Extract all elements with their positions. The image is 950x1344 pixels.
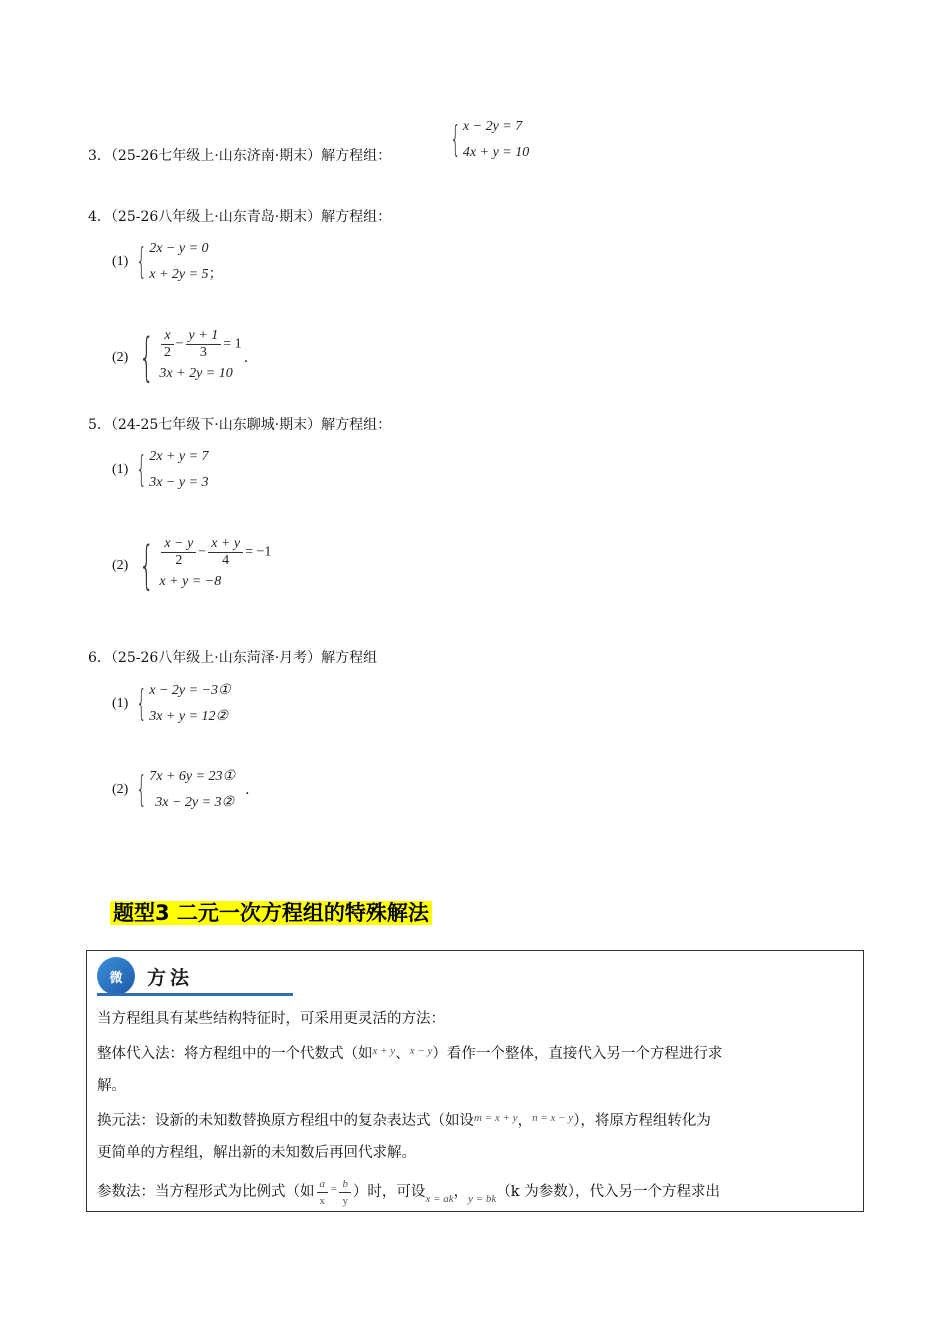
question-6 — [88, 647, 377, 667]
brace-icon: { — [136, 241, 147, 282]
q5-p1-eq1: 2x + y = 7 — [149, 449, 209, 464]
q4-part2: (2) { $\frac{x}{2}$ − $\frac{y + 1}{3}$ = 1 3x + 2y = 10 . — [112, 327, 249, 388]
method-line-1: 当方程组具有某些结构特征时，可采用更灵活的方法： — [97, 1011, 445, 1027]
method-content — [97, 1003, 853, 1219]
q5-p2-frac2: $\frac{x + y}{4}$ — [208, 536, 243, 569]
q4-p2-frac1: $\frac{x}{2}$ — [161, 328, 173, 361]
q3-system — [444, 114, 529, 166]
question-3 — [88, 145, 391, 165]
q5-part2: (2) { $\frac{x - y}{2}$ − $\frac{x + y}{4}$ = −1 x + y = −8 — [112, 535, 272, 596]
brace-icon: { — [136, 449, 147, 490]
q4-p1-tail: ； — [208, 267, 223, 282]
q6-p2-eq2: 3x − 2y = 3② — [155, 795, 235, 810]
q5-p1-label: (1) — [112, 462, 129, 477]
q4-part1 — [112, 236, 223, 288]
brace-icon: { — [136, 769, 147, 810]
q4-p1-label: (1) — [112, 254, 129, 269]
method-logo-icon: 微 — [97, 957, 135, 995]
q6-part2 — [112, 764, 250, 816]
q4-p2-frac2: $\frac{y + 1}{3}$ — [186, 328, 222, 361]
brace-icon: { — [450, 119, 461, 160]
question-6-text: 6．（25-26八年级上·山东菏泽·月考）解方程组 — [88, 650, 378, 666]
section-heading-text: 题型3 二元一次方程组的特殊解法 — [110, 901, 432, 925]
method-line-2: 整体代入法：将方程组中的一个代数式（如$^{x + y}$、$^{x - y}$）看作一个整体，直接代入另一个方程进行求 — [97, 1045, 723, 1062]
brace-icon: { — [136, 683, 147, 724]
question-4-text: 4．（25-26八年级上·山东青岛·期末）解方程组： — [88, 209, 392, 225]
q6-p2-eq1: 7x + 6y = 23① — [149, 769, 236, 784]
method-line-4: 换元法：设新的未知数替换原方程组中的复杂表达式（如设$^{m = x + y}$，$^{n = x - y}$），将原方程组转化为 — [97, 1112, 711, 1129]
q4-p2-tail: . — [243, 349, 249, 366]
q4-p1-eq2: x + 2y = 5 — [149, 267, 209, 282]
q5-p2-label: (2) — [112, 557, 129, 573]
q6-p1-eq1: x − 2y = −3① — [149, 683, 231, 698]
q6-p2-label: (2) — [112, 782, 129, 797]
section-heading — [110, 899, 432, 927]
q6-p1-label: (1) — [112, 696, 129, 711]
q4-p2-label: (2) — [112, 349, 129, 365]
q3-eq2: 4x + y = 10 — [462, 145, 530, 160]
q5-p2-frac1: $\frac{x - y}{2}$ — [161, 536, 196, 569]
question-4 — [88, 206, 391, 226]
method-line-6: 参数法：当方程形式为比例式（如 $\frac{a}{x}$ = $\frac{b}{y}$ ）时，可设$_{x = ak}$，$_{y = bk}$（k 为参数），代入另一个方程求出 — [97, 1177, 720, 1207]
method-header — [97, 957, 193, 995]
question-5-text: 5．（24-25七年级下·山东聊城·期末）解方程组： — [88, 417, 392, 433]
question-3-text: 3．（25-26七年级上·山东济南·期末）解方程组： — [88, 148, 392, 164]
q6-part1 — [112, 678, 231, 730]
method-box — [86, 950, 864, 1212]
q5-p1-eq2: 3x − y = 3 — [149, 475, 209, 490]
q4-p2-eq2: 3x + 2y = 10 — [159, 366, 233, 381]
q5-part1 — [112, 444, 209, 496]
method-underline — [97, 993, 293, 996]
q5-p2-eq2: x + y = −8 — [159, 574, 222, 589]
method-line-3: 解。 — [97, 1078, 126, 1094]
q6-p2-tail: . — [245, 782, 250, 798]
q3-eq1: x − 2y = 7 — [462, 119, 523, 134]
method-label: 方法 — [147, 966, 194, 989]
question-5 — [88, 414, 391, 434]
method-line-5: 更简单的方程组，解出新的未知数后再回代求解。 — [97, 1145, 416, 1161]
q6-p1-eq2: 3x + y = 12② — [149, 709, 229, 724]
q4-p1-eq1: 2x − y = 0 — [149, 241, 209, 256]
brace-icon: { — [139, 327, 155, 388]
brace-icon: { — [139, 535, 155, 596]
